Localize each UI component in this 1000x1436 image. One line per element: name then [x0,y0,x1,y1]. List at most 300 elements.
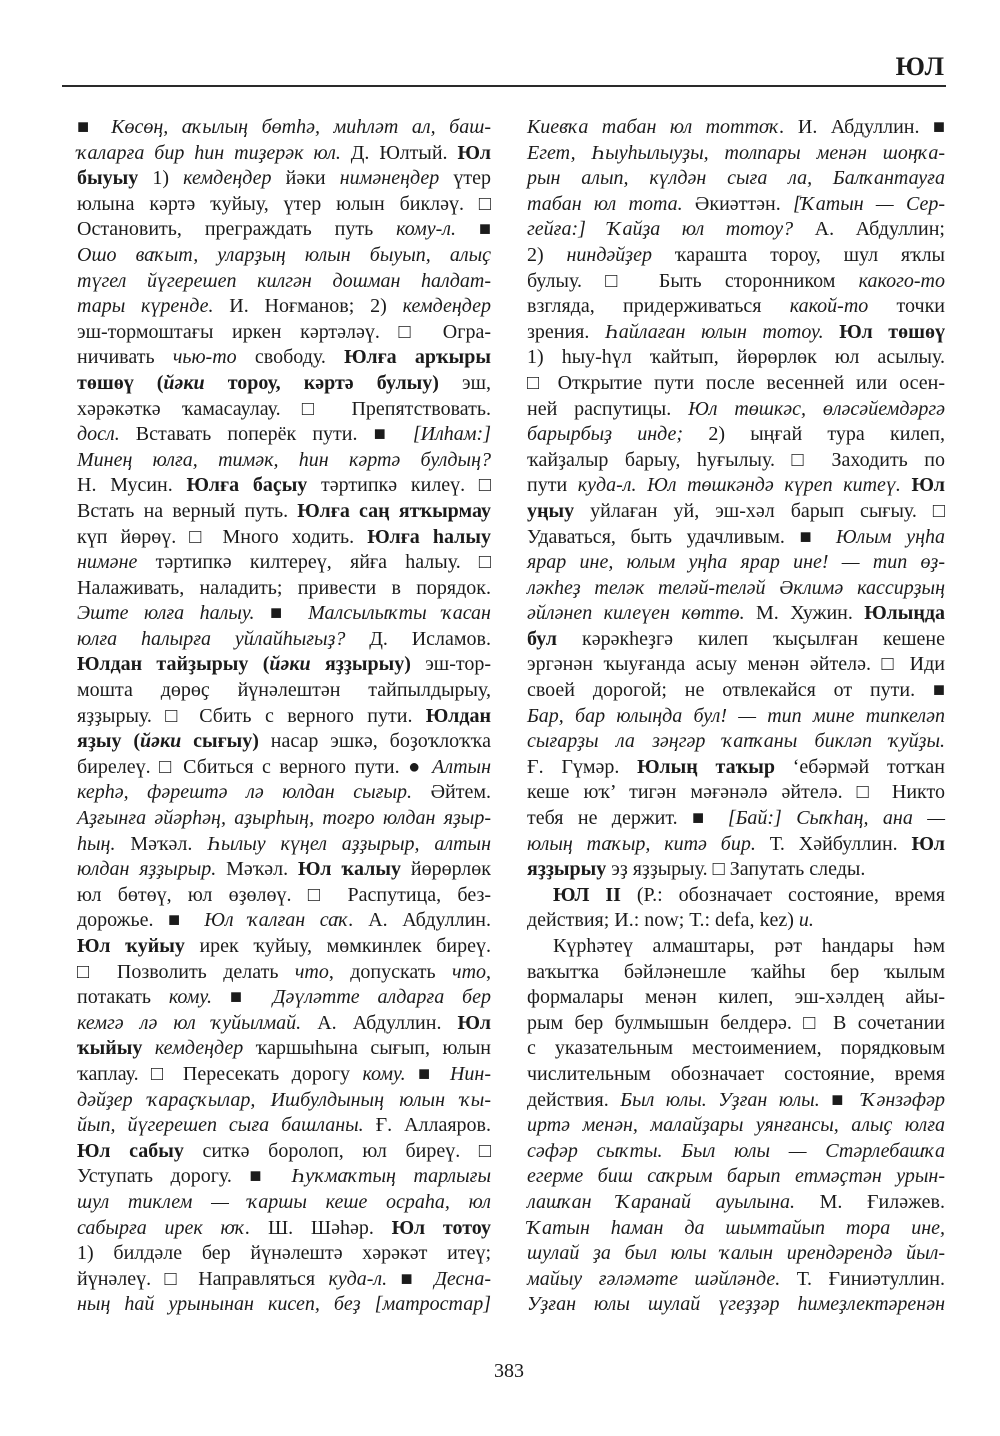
text-run: эргәнән ҡыуғанда асыу менән әйтелә. □ Иди [527,653,945,676]
text-run: уңыу [527,499,575,522]
text-run: [Бай:] Сыҡһаң, ана — [727,807,945,830]
text-run: сәфәр сыҡты. Был юлы — Стәрлебашҡа [527,1139,945,1162]
text-run: ничивать [77,346,173,369]
text-line [527,883,945,909]
text-run: 2) [527,243,567,266]
text-run: табан юл тота. [527,192,683,215]
text-run: рын алып, күлдән сыға ла, Балҡантауға [527,167,945,190]
text-run: ярар ине, юлым уңһа ярар ине! — тип өҙ- [527,551,945,574]
text-run: ■ [819,1088,862,1111]
text-run: ситкә боролоп, юл биреү. □ [183,1139,491,1162]
text-line [77,525,491,551]
text-run: керһә, фәрештә лә юлдан сығыр. [77,781,413,804]
text-line [527,652,945,678]
text-run: Бар, бар юлыңда бул! — тип мине типкеләп [527,704,945,727]
text-run: йәки [269,653,311,676]
text-run: Һайлаған юлын тотоу. [605,320,824,343]
text-run: йәки [163,371,205,394]
text-run: яҙҙырыу [527,858,607,881]
text-run: мошта дөрөҫ йүнәлештән тайпылдырыу, [77,679,491,702]
text-run: Ғ. Гүмәр. [527,755,638,778]
text-run [824,321,840,343]
text-line [77,652,491,678]
text-run: Ҡәнзәфәр [861,1088,945,1111]
text-run: эш-тор- [410,653,492,676]
text-run: Һылыу күңел аҙҙырыр, алтын [207,832,491,855]
text-run: А. Абдуллин; [793,218,945,241]
page-number: 383 [494,1360,524,1382]
text-run: Юл [911,474,946,497]
text-run: Мәҡәл. [115,832,208,855]
text-run: Юл тотоу [391,1216,491,1239]
text-line [77,1241,491,1267]
text-line [527,166,945,192]
text-run: ваҡытҡа бәйләнешле ҡайһы бер ҡылым [527,960,945,983]
text-line [77,729,491,755]
text-run: Юлыңда [864,602,945,625]
text-line [527,1292,945,1318]
text-run: кемдеңдер [183,167,272,190]
text-line [527,320,945,346]
text-line [77,1088,491,1114]
text-line [527,985,945,1011]
text-run: Был юлы. Уҙған юлы. [620,1088,820,1111]
text-line [527,269,945,295]
text-run: , допускать [328,960,453,983]
text-run: юлдан яҙҙырыр. [77,858,217,881]
text-line [527,1241,945,1267]
text-run: числительным обозначает состояние, время [527,1062,945,1085]
text-run: что [294,960,329,983]
text-line [77,269,491,295]
text-run: Дәүләтте алдарға бер [272,986,491,1009]
text-line [527,294,945,320]
text-run: күп йөрөү. □ Много ходить. [77,525,368,548]
text-line [77,243,491,269]
text-run: М. Ғиләжев. [795,1190,945,1213]
text-run: әйләнеп килеүен көттө. [527,602,745,625]
text-run [901,474,912,496]
text-run: Т. Ғиниәтуллин. [780,1267,946,1290]
text-run: Әйтем. [412,781,492,804]
text-line [77,473,491,499]
text-run: зрения. [527,320,605,343]
text-run: □ Открытие пути после весенней или осен- [527,371,945,394]
text-line [527,1216,945,1242]
text-line [527,397,945,423]
text-run: Юлға һалыу [367,525,491,548]
text-run: ирек ҡуйыу, мөмкинлек биреү. [184,935,491,957]
text-run: Ғ. Аллаяров. [363,1114,491,1137]
text-line [77,832,491,858]
text-run: гейға:] Ҡайҙа юл тотоу? [527,218,794,241]
text-line [527,780,945,806]
dictionary-paragraph [527,934,945,1318]
text-run: ней распутицы. [527,397,689,420]
text-run: Егет, Һыуһылыуҙы, толпары менән шоңҡа- [527,141,945,164]
text-run: Минең юлға, тимәк, һин кәртә булдың? [77,448,491,471]
text-run: барырбыҙ инде; [527,423,684,446]
text-line [527,371,945,397]
text-run: Д. Юлтый. [340,141,458,164]
text-line [527,141,945,167]
text-run: Юл төшкәндә күреп китеү. [647,474,901,497]
text-run: егерме биш саҡрым барып етмәҫтән урын- [527,1165,945,1188]
text-run: нимәне [77,551,138,574]
text-run: Юлға арҡыры [344,346,491,369]
text-run: ■ [77,116,112,138]
text-run: 1) билдәле бер йүнәлештә хәрәкәт итеү; [77,1242,491,1265]
header-rule [62,85,946,87]
text-run: [Илһам:] [412,423,491,446]
text-line [527,217,945,243]
text-line [77,1011,491,1037]
text-run: Уҙған юлы шулай үгеҙҙәр һимеҙлектәренән [527,1293,945,1316]
text-line [527,448,945,474]
text-run: рым бер булмышын белдерә. □ В сочетании [527,1011,945,1034]
text-run: И. Абдуллин. ■ [784,116,945,138]
text-run: насар эшкә, боҙоҡлоҡҡа [258,730,491,753]
text-run: , [486,960,492,983]
text-run: Юл [457,141,491,164]
text-line [527,345,945,371]
text-line [527,1088,945,1114]
text-run: Күрһәтеү алмаштары, рәт һандары һәм [553,935,945,957]
text-run: ‘ебәрмәй тотҡан [774,755,945,778]
text-run: Юл ҡалыу [298,858,401,881]
text-run: Налаживать, наладить; привести в порядок. [77,576,491,599]
text-run: □ Позволить делать [77,960,295,983]
text-line [527,960,945,986]
text-run: Аҙғынға әйәрһәң, аҙырһың, тоғро юлдан яҙыр- [77,807,491,830]
text-line [77,397,491,423]
text-line [77,115,491,141]
text-run: ниндәйҙер [566,243,652,266]
text-run: шул тиклем — ҡаршы кеше осраһа, юл [77,1190,491,1213]
text-run: ЮЛ II [553,883,621,906]
text-run: йөрөрлөк [400,858,492,881]
text-line [527,857,945,883]
text-run: ҡаршыһына сығып, юлын [243,1037,492,1060]
text-line [77,883,491,909]
text-run: ҡарашта тороу, шул яҡлы [652,243,945,266]
text-line [77,371,491,397]
text-run: йүнәлеү. □ Направляться [77,1267,329,1290]
text-run: юл бөтөү, юл өҙөлөү. □ Распутица, без- [77,883,491,906]
text-run: түгел йүгерешеп килгән дошман һалдат- [77,269,491,292]
text-run: үтер [439,167,491,190]
text-run: ■ [212,986,273,1009]
text-run: ның һай урынынан кисеп, беҙ [матростар] [77,1293,491,1316]
text-run: ■ [455,218,491,241]
text-run: эҙ яҙҙырыу. □ Запутать следы. [606,858,866,881]
text-run: Юл ҡалған саҡ. [204,909,354,932]
text-run: йәки [271,167,340,190]
text-line [527,678,945,704]
text-line [77,320,491,346]
text-line [77,857,491,883]
text-run: Нин- [449,1062,491,1085]
text-run: Юл төшөү [839,320,945,343]
text-run: действия; И.: now; Т.: defa, kez) [527,909,799,932]
text-run: Юлым уңһа [835,525,945,548]
text-run: ҡыйыу [77,1037,143,1060]
text-run: кәрәкһеҙгә килеп ҡыҫылған кешене [556,627,945,650]
text-run: Малсылыҡты ҡасан [308,602,491,625]
text-run: хәрәкәткә ҡамасаулау. □ Препятствовать. [77,397,491,420]
text-line [77,960,491,986]
text-run: Юл төшкәс, өләсәйемдәргә [688,397,946,420]
text-line [77,704,491,730]
text-line [527,550,945,576]
text-line [77,908,491,934]
text-run: кому. [168,986,213,1009]
text-line [527,1267,945,1293]
text-run: бирелеү. □ Сбиться с верного пути. ● [77,755,433,778]
text-run: Юл ҡуйыу [77,935,185,957]
text-run: Остановить, преграждать путь [77,218,397,241]
text-run: ■ [387,1267,435,1290]
text-run: Удаваться, быть удачливым. ■ [527,525,836,548]
text-run: бул [527,627,557,650]
text-run: ҡайҙалыр барыу, һуғылыу. □ Заходить по [527,448,945,471]
text-run: быуыу [77,167,139,190]
text-run: юлына кәртә ҡуйыу, үтер юлын бикләү. □ [77,192,491,215]
text-run: Встать на верный путь. [77,499,298,522]
text-line [77,550,491,576]
text-line [527,1113,945,1139]
text-run: төшөү ( [77,371,164,394]
running-head: ЮЛ [895,52,945,81]
text-line [77,1113,491,1139]
text-run: свободу. [236,346,345,369]
text-line [77,141,491,167]
text-line [527,755,945,781]
text-run: [Ҡатын — Сер- [792,192,945,215]
text-run: Киевҡа табан юл тоттоҡ. [527,116,785,138]
text-run: Десна- [434,1267,491,1290]
text-run: тәртипкә килеү. □ [307,474,491,497]
text-line [527,525,945,551]
text-run: пути [527,474,578,497]
dictionary-paragraph [77,115,491,1318]
text-line [527,729,945,755]
text-line [77,985,491,1011]
text-line [77,780,491,806]
text-run: Әкиәттән. [682,192,793,215]
text-line [77,1062,491,1088]
text-run: уйлаған уй, эш-хәл барып сығыу. □ [574,499,945,522]
text-run: Юл [911,832,945,855]
text-line [527,115,945,141]
text-line [527,422,945,448]
text-run: какого-то [858,269,945,292]
text-run: и. [798,909,814,932]
text-run: Юлдан [425,704,491,727]
text-run [636,474,647,496]
text-run: ләкһеҙ теләк теләй-теләй Әклимә кассирҙың [527,576,945,599]
text-line [527,473,945,499]
text-run: ■ [405,1062,450,1085]
text-run: формалары менән килеп, эш-хәлдең айы- [527,986,945,1009]
text-run: иртә менән, малайҙары уянғансы, алыҫ юлға [527,1114,945,1137]
text-run: 1) [138,167,184,190]
text-line [77,499,491,525]
dictionary-paragraph [527,115,945,883]
text-run: Вставать поперёк пути. ■ [119,423,413,446]
text-run: шулай ҙа был юлы ҡалын ирендәрендә йыл- [527,1242,945,1265]
text-line [77,576,491,602]
text-run: куда-л. [577,474,637,497]
text-run: Ҡатын һаман да шымтайып тора ине, [527,1216,945,1239]
text-run: кемгә лә юл ҡуйылмай. [77,1011,302,1034]
text-run: дәйҙер ҡараҫҡылар, Ишбулдының юлын ҡы- [77,1088,491,1111]
text-run: тороу, кәртә булыу) [204,371,439,394]
text-run: что [452,960,487,983]
text-run: Ш. Шәһәр. [250,1216,392,1239]
text-run: Юлдан тайҙырыу ( [77,653,270,676]
text-line [77,192,491,218]
text-run: йып, йүгерешеп сыға башланы. [77,1114,364,1137]
text-run: куда-л. [328,1267,388,1290]
text-run: Юлға саң ятҡырмау [297,499,491,522]
text-line [527,832,945,858]
text-run: Мәҡәл. [216,858,298,881]
text-line [77,678,491,704]
text-run: своей дорогой; не отвлекайся от пути. ■ [527,679,945,702]
text-run: Д. Исламов. [345,627,491,650]
text-run: ҡаларға бир һин тиҙерәк юл. [77,141,341,164]
text-run: Алтын [432,755,491,778]
text-run: сығыу) [181,730,259,753]
text-run: взгляда, придерживаться [527,295,790,318]
text-run: точки [868,295,945,318]
text-run: ҡаплау. □ Пересекать дорогу [77,1062,363,1085]
text-run: лашҡан Ҡаранай ауылына. [527,1190,795,1213]
text-line [77,1292,491,1318]
text-run: булыу. □ Быть сторонником [527,269,859,292]
text-run: юлға һалырға уйлайһығыҙ? [77,627,346,650]
text-line [527,1011,945,1037]
text-line [77,806,491,832]
text-run: тәртипкә килтереү, яйға һалыу. □ [137,551,491,574]
text-line [527,243,945,269]
text-run: кемдеңдер [402,295,491,318]
text-line [527,934,945,960]
text-line [77,448,491,474]
text-line [77,1190,491,1216]
text-run: Юлың таҡыр [637,755,775,778]
text-run: юлың таҡыр, китә бир. [527,832,756,855]
text-line [527,1190,945,1216]
text-line [77,1216,491,1242]
text-line [77,934,491,960]
text-run: 1) һыу-һүл ҡайтып, йөрөрлөк юл асылыу. [527,346,945,369]
dictionary-paragraph [527,883,945,934]
text-line [527,1062,945,1088]
text-line [77,345,491,371]
text-run: сығарҙы ла зәңгәр ҡапҡаны бикләп ҡуйҙы. [527,730,945,753]
text-run: Юл [457,1011,491,1034]
text-line [77,1036,491,1062]
text-line [527,806,945,832]
text-run: какой-то [789,295,869,318]
text-run: яҙыу ( [77,730,140,753]
text-run [142,1037,154,1059]
text-run: Көсөң, аҡылың бөтһә, миһләт ал, баш- [111,116,491,138]
text-line [527,704,945,730]
text-run: А. Абдуллин. [301,1011,458,1034]
text-run: эш, [438,371,492,394]
text-run: сабырға ирек юҡ. [77,1216,251,1239]
text-line [77,422,491,448]
text-line [527,192,945,218]
text-run: майыу ғәләмәте шәйләнде. [527,1267,781,1290]
text-run: Уступать дорогу. ■ [77,1165,292,1188]
text-run: досл. [77,423,120,446]
text-run: с указательным местоимением, порядковым [527,1037,945,1060]
text-line [527,576,945,602]
text-run: яҙҙырыу) [310,653,411,676]
text-run: Н. Мусин. [77,474,187,497]
text-run: тебя не держит. ■ [527,807,728,830]
text-line [77,755,491,781]
text-run: дорожье. ■ [77,909,205,932]
text-run: И. Ноғманов; 2) [213,295,403,318]
text-line [77,1267,491,1293]
text-line [527,601,945,627]
text-line [527,1164,945,1190]
text-run: Эште юлға һалыу. [77,602,255,625]
text-run: тары күренде. [77,295,214,318]
text-run: (Р.: обозначает состояние, время [620,883,945,906]
text-line [77,294,491,320]
text-run: 2) ыңғай тура килеп, [683,423,945,446]
text-line [527,499,945,525]
text-run: А. Абдуллин. [353,909,491,932]
text-line [527,627,945,653]
text-line [77,1164,491,1190]
text-run: М. Хужин. [744,602,865,625]
text-run: йәки [139,730,182,753]
text-run: нимәнеңдер [339,167,440,190]
text-run: яҙҙырыу. □ Сбить с верного пути. [77,704,426,727]
text-line [77,601,491,627]
text-line [527,908,945,934]
text-run: һың. [77,832,116,855]
right-column [527,115,945,1318]
text-run: кому-л. [396,218,456,241]
text-line [77,166,491,192]
text-run: кемдеңдер [154,1037,244,1060]
text-run: эш-тормоштағы иркен кәртәләү. □ Огра- [77,320,491,343]
text-line [77,1139,491,1165]
text-line [527,1139,945,1165]
text-run: Юлға баҫыу [186,474,308,497]
text-line [77,627,491,653]
text-run: действия. [527,1088,621,1111]
text-line [527,1036,945,1062]
text-run: Һуҡмаҡтың тарлығы [291,1165,492,1188]
text-run: ■ [254,602,309,625]
text-run: Т. Хәйбуллин. [755,832,912,855]
text-run: кеше юҡ’ тигән мәғәнәлә әйтелә. □ Никто [527,781,945,804]
text-run: потакать [77,986,169,1009]
text-run: чью-то [172,346,237,369]
text-run: кому. [362,1062,406,1085]
left-column [77,115,491,1318]
text-run: Ошо ваҡыт, уларҙың юлын быуып, алыҫ [77,243,491,266]
